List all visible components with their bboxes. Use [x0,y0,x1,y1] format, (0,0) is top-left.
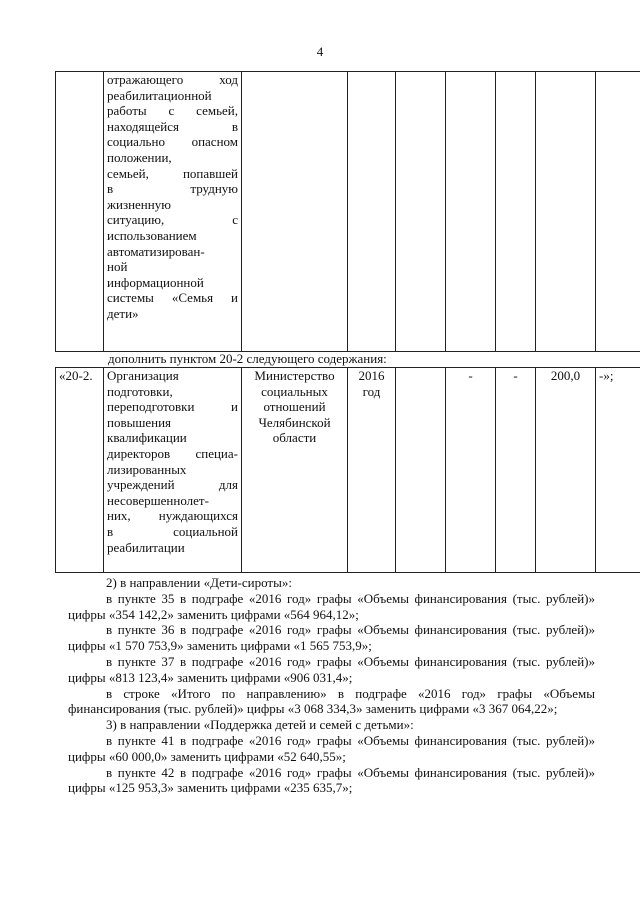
text-line: дети» [107,305,139,321]
text-line: автоматизирован- [107,243,205,259]
paragraph: в пункте 36 в подграфе «2016 год» графы «Объемы финансирования (тыс. рублей)» цифры «1 570 753,9» заменить цифрами «1 565 753,9»; [68,622,595,654]
page-number: 4 [316,44,324,59]
text-line: переподготовки и [107,399,238,415]
text-line: 2016 [358,368,385,383]
text-line: в трудную [107,181,238,197]
text-line: ситуацию, с [107,212,238,228]
cell-value-5 [596,72,640,352]
cell-value-4 [536,72,596,352]
text-line: социальных [261,383,328,399]
paragraph: в пункте 41 в подграфе «2016 год» графы «Объемы финансирования (тыс. рублей)» цифры «60 000,0» заменить цифрами «52 640,55»; [68,732,595,764]
text-line: семьей, попавшей [107,165,238,181]
text-line: в социальной [107,523,238,539]
text-line: жизненную [107,196,171,212]
item-value-2: - [446,368,496,573]
paragraph: в строке «Итого по направлению» в подграфе «2016 год» графы «Объемы финансирования (тыс. рублей)» цифры «3 068 334,3» заменить цифрами «3 367 064,22»; [68,685,595,717]
text-line: использованием [107,227,197,243]
text-line: системы «Семья и [107,290,238,306]
item-year [348,368,396,573]
text-line: квалификации [107,430,187,446]
text-line: отражающего ход [107,72,238,87]
text-line: подготовки, [107,383,173,399]
paragraph: в пункте 42 в подграфе «2016 год» графы «Объемы финансирования (тыс. рублей)» цифры «125 953,3» заменить цифрами «235 635,7»; [68,764,595,796]
cell-description [104,72,242,352]
text-line: положении, [107,149,172,165]
item-name [104,368,242,573]
text-line: реабилитационной [107,87,212,103]
item-value-1 [396,368,446,573]
cell-executor [242,72,348,352]
body-text [68,575,595,796]
text-line: отношений [263,399,326,415]
text-line: реабилитации [107,539,185,555]
paragraph: 2) в направлении «Дети-сироты»: [106,575,292,590]
text-line: год [362,383,381,399]
cell-value-1 [396,72,446,352]
text-line: повышения [107,414,172,430]
table-continuation [55,71,640,352]
text-line: лизированных [107,461,187,477]
text-line: Министерство [254,368,335,383]
text-line: работы с семьей, [107,103,238,119]
cell-num [56,72,104,352]
table-item-20-2 [55,367,640,573]
cell-year [348,72,396,352]
text-line: ной [107,259,128,275]
paragraph: 3) в направлении «Поддержка детей и семей с детьми»: [106,717,414,733]
item-executor [242,368,348,573]
text-line: несовершеннолет- [107,492,209,508]
text-line: учреждений для [107,477,238,493]
text-line: директоров специа- [107,445,238,461]
cell-value-2 [446,72,496,352]
paragraph: в пункте 37 в подграфе «2016 год» графы «Объемы финансирования (тыс. рублей)» цифры «813 123,4» заменить цифрами «906 031,4»; [68,653,595,685]
text-line: информационной [107,274,204,290]
text-line: Организация [107,368,179,383]
text-line: области [272,430,317,446]
item-number: «20-2. [56,368,104,573]
text-line: Челябинской [258,414,331,430]
cell-value-3 [496,72,536,352]
text-line: социально опасном [107,134,238,150]
text-line: находящейся в [107,118,238,134]
item-value-3: - [496,368,536,573]
insert-note: дополнить пунктом 20-2 следующего содержания: [108,351,387,366]
item-value-5: -»; [596,368,640,573]
item-value-4: 200,0 [536,368,596,573]
text-line: них, нуждающихся [107,508,238,524]
paragraph: в пункте 35 в подграфе «2016 год» графы «Объемы финансирования (тыс. рублей)» цифры «354 142,2» заменить цифрами «564 964,12»; [68,590,595,622]
